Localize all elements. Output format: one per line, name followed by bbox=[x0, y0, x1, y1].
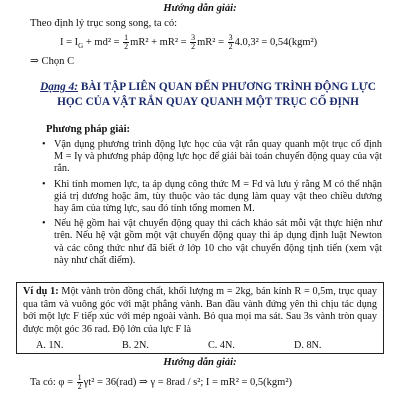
fraction: $\frac{1}{2}$ bbox=[77, 373, 82, 391]
option-d: D. 8N. bbox=[294, 340, 322, 351]
answer-choice: ⇒ Chọn C bbox=[30, 56, 75, 67]
method-bullet-list bbox=[40, 139, 382, 270]
fraction: $\frac{3}{2}$ bbox=[191, 33, 196, 51]
method-heading: Phương pháp giải: bbox=[46, 124, 131, 135]
section-title bbox=[36, 80, 380, 110]
parallel-axis-formula: $I = I_G + md^2$ = $\frac{1}{2}$ mR² + mR² = $\frac{3}{2}$ mR² = $\frac{3}{2}$ 4.0,3² = 0,54(kgm²) bbox=[60, 33, 318, 51]
parallel-axis-intro: Theo định lý trục song song, ta có: bbox=[30, 18, 178, 29]
section-label: Dạng 4: bbox=[40, 81, 79, 93]
solution-heading-top: Hướng dẫn giải: bbox=[163, 3, 237, 14]
section-title-line2: HỌC CỦA VẬT RẮN QUAY QUANH MỘT TRỤC CỐ ĐỊNH bbox=[57, 96, 359, 108]
answer-options bbox=[36, 340, 380, 351]
option-c: C. 4N. bbox=[208, 340, 235, 351]
method-bullet: • Khi tính momen lực, ta áp dụng công thức M = Fd và lưu ý rằng M có thể nhận giá trị dương hoặc âm, tùy thuộc vào tác dụng làm quay vật theo chiều dương hay âm của từng lực, sau đó tính tổng momen M. bbox=[40, 179, 382, 216]
method-bullet: • Vận dụng phương trình động lực học của vật rắn quay quanh một trục cố định M = Iγ và phương pháp động lực học để giải bài toán chuyển động quay của vật rắn. bbox=[40, 139, 382, 176]
solution-heading-bottom: Hướng dẫn giải: bbox=[163, 357, 237, 368]
method-bullet: • Nếu hệ gồm hai vật chuyển động quay thì cách khảo sát mỗi vật thực hiện như trên. Nếu hệ vật gồm một vật chuyển động quay thì áp dụng định luật Newton và các công thức như đã biết ở lớp 10 cho vật chuyển động tịnh tiến (xem vật này như chất điểm). bbox=[40, 218, 382, 267]
option-a: A. 1N. bbox=[36, 340, 64, 351]
fraction: $\frac{1}{2}$ bbox=[124, 33, 129, 51]
example-text: Một vành tròn đồng chất, khối lượng m = 2kg, bán kính R = 0,5m, trục quay qua tâm và vuông góc với mặt phẳng vành. Ban đầu vành đứng yên thì chịu tác dụng bởi một lực F tiếp xúc với mép ngoài vành. Bỏ qua mọi ma sát. Sau 3s vành tròn quay được một góc 36 rad. Độ lớn của lực F là bbox=[23, 286, 377, 335]
example-label: Ví dụ 1: bbox=[23, 286, 59, 297]
option-b: B. 2N. bbox=[122, 340, 149, 351]
fraction: $\frac{3}{2}$ bbox=[228, 33, 233, 51]
solution-formula: Ta có: φ = $\frac{1}{2}$ γt² = 36(rad) ⇒ γ = 8rad / s²; I = mR² = 0,5(kgm²) bbox=[30, 373, 292, 391]
section-title-line1: BÀI TẬP LIÊN QUAN ĐẾN PHƯƠNG TRÌNH ĐỘNG LỰC bbox=[80, 81, 376, 93]
